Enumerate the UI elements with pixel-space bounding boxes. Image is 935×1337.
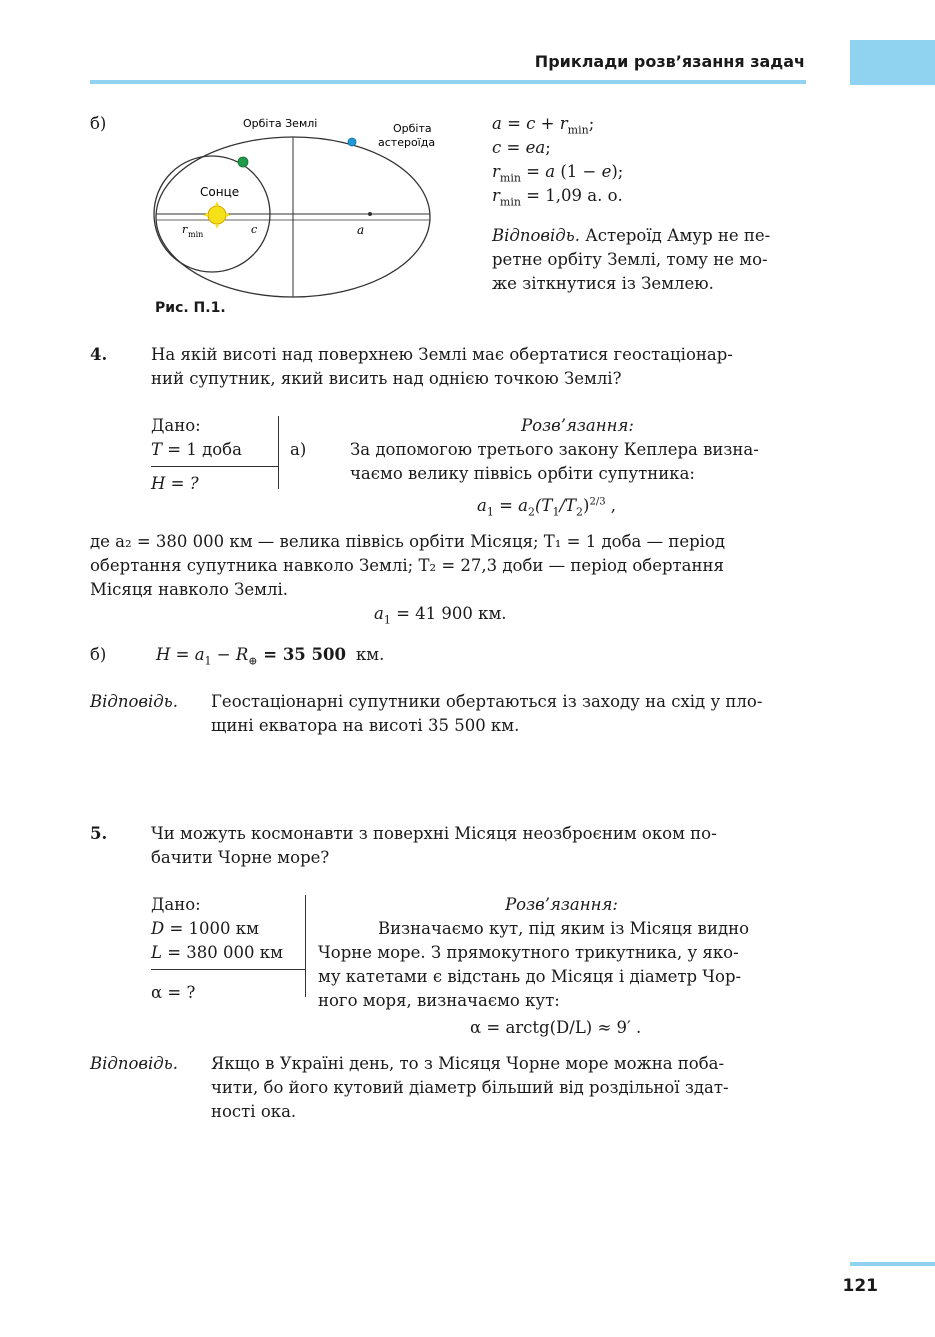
p5-solution-line-4: ного моря, визначаємо кут: [318, 991, 560, 1010]
problem-4-text-1: На якій висоті над поверхнею Землі має обертатися геостаціонар- [151, 345, 733, 364]
problem-5-text-1: Чи можуть космонавти з поверхні Місяця неозброєним оком по- [151, 824, 717, 843]
p4-result: $a_1 = 41$ 900 км. [374, 604, 507, 627]
p5-given-l: L = 380 000 км [151, 943, 283, 962]
p4-explanation-3: Місяця навколо Землі. [90, 580, 288, 599]
problem-4-text-2: ний супутник, який висить над однією точкою Землі? [151, 369, 622, 388]
p5-solution-line-1: Визначаємо кут, під яким із Місяця видно [378, 919, 750, 938]
earth-orbit-label: Орбіта Землі [243, 117, 318, 130]
problem-5-text-2: бачити Чорне море? [151, 848, 330, 867]
p4-given-divider [151, 466, 278, 467]
p4-answer-line-2: щині екватора на висоті 35 500 км. [211, 716, 520, 735]
p4-step-b: б) [90, 645, 107, 664]
focus-dot [368, 212, 372, 216]
earth-dot [238, 157, 248, 167]
p4-given-vline [278, 416, 279, 489]
asteroid-orbit-label-2: астероїда [378, 136, 436, 149]
p4-answer-line-1: Геостаціонарні супутники обертаються із заходу на схід у пло- [211, 692, 763, 711]
p4-given-title: Дано: [151, 416, 201, 435]
p4-kepler-formula: $a_1 = a_2(T_1/T_2)^{2/3}$ , [477, 496, 617, 519]
orbit-figure [150, 110, 450, 310]
page-header-title: Приклади розв’язання задач [534, 52, 805, 71]
p5-angle-formula: α = arctg(D/L) ≈ 9′ . [470, 1018, 642, 1037]
problem-5-number: 5. [90, 824, 108, 843]
part-b-answer-line-3: же зіткнутися із Землею. [492, 274, 714, 293]
part-b-answer-line-1: Відповідь. Астероїд Амур не пе- [492, 226, 771, 245]
p4-height-formula: $H = a_1 - R_\oplus = 35$ 500 км. [156, 645, 385, 668]
asteroid-dot [348, 138, 356, 146]
header-tab [850, 40, 935, 85]
p4-explanation-2: обертання супутника навколо Землі; T₂ = 27,3 доби — період обертання [90, 556, 724, 575]
footer-rule [850, 1262, 935, 1266]
p4-given-t: T = 1 доба [151, 440, 242, 459]
p5-solution-title: Розв’язання: [505, 895, 618, 914]
figure-caption: Рис. П.1. [155, 300, 226, 316]
sun-label: Сонце [200, 185, 240, 199]
a-label: a [357, 223, 365, 237]
p5-solution-line-2: Чорне море. З прямокутного трикутника, у яко- [318, 943, 739, 962]
p5-given-vline [305, 895, 306, 997]
p4-solution-line-1: За допомогою третього закону Кеплера визна- [350, 440, 759, 459]
p5-answer-line-3: ності ока. [211, 1102, 297, 1121]
page-number: 121 [842, 1276, 878, 1296]
rmin-sub-label: min [188, 230, 204, 239]
p5-find: α = ? [151, 983, 196, 1002]
p4-find: H = ? [151, 474, 199, 493]
problem-4-number: 4. [90, 345, 108, 364]
p5-answer-label: Відповідь. [90, 1054, 178, 1073]
part-b-label: б) [90, 114, 107, 133]
answer-label: Відповідь. [492, 226, 580, 245]
p4-solution-title: Розв’язання: [521, 416, 634, 435]
c-label: c [251, 223, 258, 236]
eq-line-3: $r_{min} = a$ (1 − e); [492, 162, 624, 185]
eq-line-1: $a = c + r_{min}$; [492, 114, 595, 137]
header-rule [90, 80, 806, 84]
part-b-answer-line-2: ретне орбіту Землі, тому не мо- [492, 250, 768, 269]
p5-given-title: Дано: [151, 895, 201, 914]
rmin-label: r [182, 223, 188, 236]
p4-explanation-1: де a₂ = 380 000 км — велика піввісь орбіти Місяця; T₁ = 1 доба — період [90, 532, 726, 551]
eq-line-2: c = ea; [492, 138, 551, 157]
p5-answer-line-2: чити, бо його кутовий діаметр більший від роздільної здат- [211, 1078, 729, 1097]
p4-answer-label: Відповідь. [90, 692, 178, 711]
p5-answer-line-1: Якщо в Україні день, то з Місяця Чорне море можна поба- [211, 1054, 725, 1073]
asteroid-orbit-label-1: Орбіта [393, 122, 432, 135]
p5-solution-line-3: му катетами є відстань до Місяця і діаметр Чор- [318, 967, 742, 986]
p4-solution-line-2: чаємо велику піввісь орбіти супутника: [350, 464, 695, 483]
p5-given-d: D = 1000 км [151, 919, 259, 938]
sun-icon [203, 201, 231, 229]
eq-line-4: $r_{min} = 1,09$ а. о. [492, 186, 623, 209]
p5-given-divider [151, 969, 306, 970]
p4-step-a: а) [290, 440, 307, 459]
